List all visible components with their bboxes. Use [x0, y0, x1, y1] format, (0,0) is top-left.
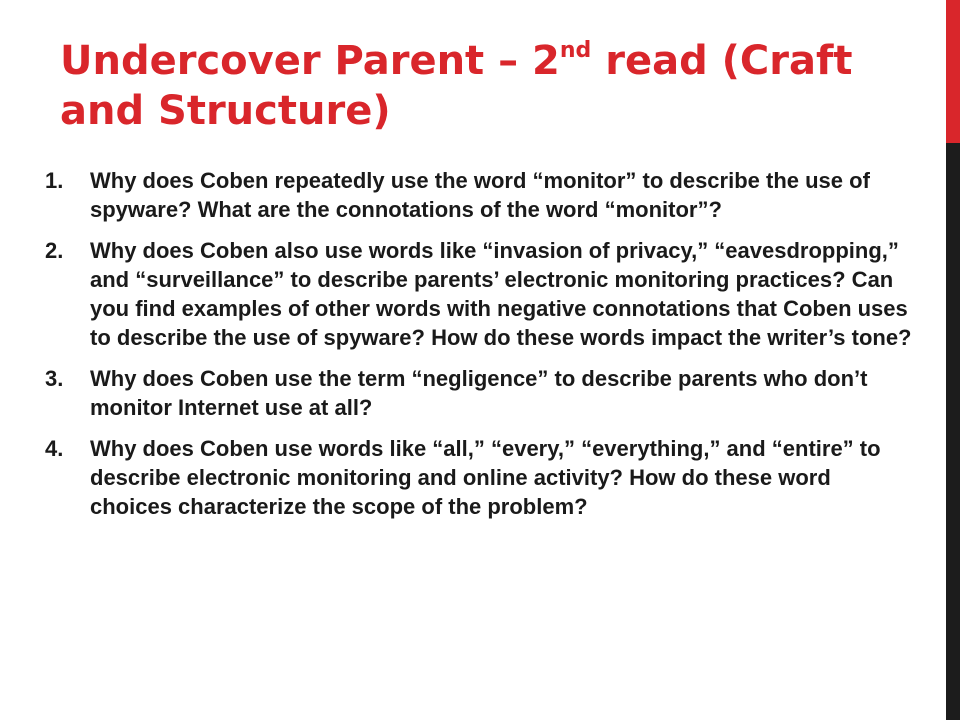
question-list: [45, 166, 915, 533]
question-number: 4.: [45, 436, 64, 461]
question-text: Why does Coben also use words like “invasion of privacy,” “eavesdropping,” and “surveillance” to describe parents’ electronic monitoring practices? Can you find examples of other words with negative connotations that Coben uses to describe the use of spyware? How do these words impact the writer’s tone?: [90, 238, 912, 350]
slide-title: [60, 36, 900, 136]
question-item-4: [45, 434, 915, 521]
right-side-bar: [946, 0, 960, 720]
side-bar-red-accent: [946, 0, 960, 143]
question-number: 3.: [45, 366, 64, 391]
title-main: Undercover Parent – 2: [60, 38, 560, 84]
question-number: 2.: [45, 238, 64, 263]
question-number: 1.: [45, 168, 64, 193]
question-text: Why does Coben repeatedly use the word “monitor” to describe the use of spyware? What are the connotations of the word “monitor”?: [90, 168, 870, 222]
title-superscript: nd: [559, 38, 592, 63]
question-text: Why does Coben use words like “all,” “every,” “everything,” and “entire” to describe electronic monitoring and online activity? How do these word choices characterize the scope of the problem?: [90, 436, 881, 519]
question-item-1: [45, 166, 915, 224]
title-rest: read (Craft and Structure): [60, 38, 853, 134]
question-item-2: [45, 236, 915, 352]
question-text: Why does Coben use the term “negligence” to describe parents who don’t monitor Internet use at all?: [90, 366, 868, 420]
question-item-3: [45, 364, 915, 422]
